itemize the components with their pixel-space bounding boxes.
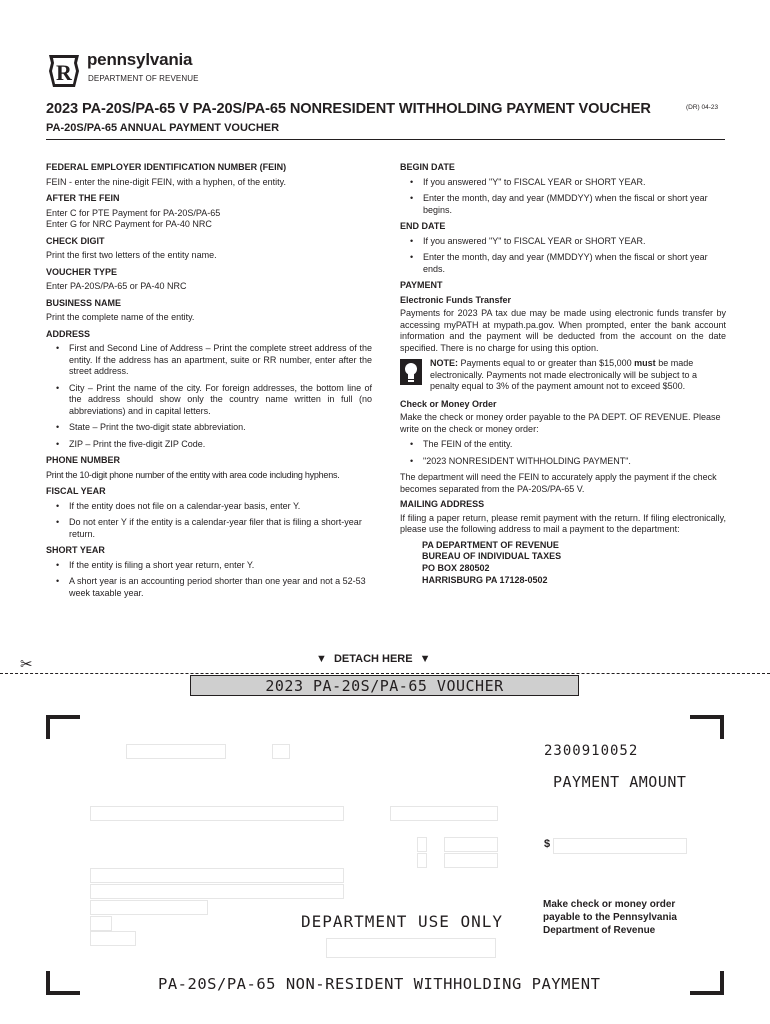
payment-amount-label: PAYMENT AMOUNT <box>553 773 687 791</box>
list-item: • "2023 NONRESIDENT WITHHOLDING PAYMENT". <box>400 456 726 468</box>
phone-text: Print the 10-digit phone number of the entity with area code including hyphens. <box>46 469 340 480</box>
voucher-type-heading: VOUCHER TYPE <box>46 266 118 277</box>
scan-corner-marker <box>46 971 80 995</box>
fein-text: FEIN - enter the nine-digit FEIN, with a hyphen, of the entity. <box>46 176 286 187</box>
dollar-sign: $ <box>544 838 551 850</box>
list-item: • City – Print the name of the city. For foreign addresses, the bottom line of the address should show only the country name written in full (no abbreviations) and in capital letters. <box>46 383 372 418</box>
scan-line-number: 2300910052 <box>544 743 639 759</box>
check-payable-note: Make check or money order payable to the Pennsylvania Department of Revenue <box>543 899 677 936</box>
department-use-field <box>326 938 496 958</box>
voucher-banner-text: 2023 PA-20S/PA-65 VOUCHER <box>265 677 504 695</box>
electronic-payment-note <box>400 358 726 393</box>
instructions-right-column <box>400 162 726 587</box>
down-arrow-icon: ▼ <box>316 653 327 665</box>
address-line: BUREAU OF INDIVIDUAL TAXES <box>422 551 562 562</box>
business-name-heading: BUSINESS NAME <box>46 297 122 308</box>
check-digit-heading: CHECK DIGIT <box>46 235 105 246</box>
check-money-order-text: Make the check or money order payable to the PA DEPT. OF REVENUE. Please write on the check or money order: <box>400 412 721 434</box>
address-line: PA DEPARTMENT OF REVENUE <box>422 539 559 550</box>
detach-here-label <box>316 653 431 665</box>
begin-date-bullet-list <box>400 177 726 217</box>
city-field[interactable] <box>90 900 208 915</box>
scan-corner-marker <box>690 971 724 995</box>
instructions-left-column <box>46 162 372 604</box>
note-text-a: Payments equal to or greater than $15,000 <box>460 358 632 368</box>
form-title: 2023 PA-20S/PA-65 V PA-20S/PA-65 NONRESIDENT WITHHOLDING PAYMENT VOUCHER <box>46 101 651 117</box>
scan-corner-marker <box>690 715 724 739</box>
address-line: HARRISBURG PA 17128-0502 <box>422 574 548 585</box>
fein-separation-note: The department will need the FEIN to accurately apply the payment if the check becomes separated from the PA-20S/PA-65 V. <box>400 472 717 494</box>
after-fein-line-1: Enter C for PTE Payment for PA-20S/PA-65 <box>46 207 221 218</box>
cut-line <box>0 673 770 674</box>
begin-date-field[interactable] <box>444 837 498 852</box>
note-text-b: be made electronically. Payments not made electronically will be subject to a penalty equal to 3% of the payment amount not to exceed $500. <box>430 358 697 391</box>
pa-revenue-logo <box>46 49 236 89</box>
begin-date-heading: BEGIN DATE <box>400 162 455 172</box>
list-item: • The FEIN of the entity. <box>400 439 726 451</box>
list-item: • If you answered "Y" to FISCAL YEAR or SHORT YEAR. <box>400 236 726 248</box>
phone-heading: PHONE NUMBER <box>46 455 121 465</box>
end-date-field[interactable] <box>444 853 498 868</box>
logo-department: DEPARTMENT OF REVENUE <box>88 74 199 83</box>
after-fein-line-2: Enter G for NRC Payment for PA-40 NRC <box>46 219 212 229</box>
list-item: • Enter the month, day and year (MMDDYY) when the fiscal or short year ends. <box>400 252 726 275</box>
form-code: (DR) 04-23 <box>686 104 719 111</box>
voucher-type-text: Enter PA-20S/PA-65 or PA-40 NRC <box>46 281 187 291</box>
fiscal-year-bullet-list <box>46 501 372 541</box>
mailing-address-block <box>422 540 726 587</box>
list-item: • Do not enter Y if the entity is a calendar-year filer that is filing a short-year return. <box>46 517 372 540</box>
down-arrow-icon: ▼ <box>419 653 431 665</box>
after-fein-heading: AFTER THE FEIN <box>46 193 120 203</box>
list-item: • First and Second Line of Address – Print the complete street address of the entity. If the address has an apartment, suite or RR number, enter after the street address. <box>46 343 372 378</box>
zip-field[interactable] <box>90 931 136 946</box>
address-heading: ADDRESS <box>46 328 91 339</box>
form-subtitle: PA-20S/PA-65 ANNUAL PAYMENT VOUCHER <box>46 122 280 134</box>
short-year-bullet-list <box>46 560 372 600</box>
business-name-field[interactable] <box>90 806 344 821</box>
voucher-bottom-title: PA-20S/PA-65 NON-RESIDENT WITHHOLDING PAYMENT <box>158 975 601 993</box>
short-year-heading: SHORT YEAR <box>46 545 105 555</box>
check-digit-text: Print the first two letters of the entity name. <box>46 250 217 260</box>
fein-heading: FEDERAL EMPLOYER IDENTIFICATION NUMBER (FEIN) <box>46 162 287 172</box>
short-year-field[interactable] <box>417 853 427 868</box>
department-use-only-label: DEPARTMENT USE ONLY <box>301 912 504 931</box>
logo-name: pennsylvania <box>87 50 193 69</box>
eft-text: Payments for 2023 PA tax due may be made using electronic funds transfer by accessing myPATH at mypath.pa.gov. When prompted, enter the bank account information and the payment will be deducted from the account on the date specified. There is no charge for using this option. <box>400 308 726 353</box>
voucher-banner <box>190 675 579 696</box>
address-line-2-field[interactable] <box>90 884 344 899</box>
lightbulb-icon <box>400 359 422 385</box>
address-bullet-list <box>46 343 372 450</box>
check-digit-field[interactable] <box>272 744 290 759</box>
detach-text: DETACH HERE <box>333 653 413 665</box>
end-date-bullet-list <box>400 236 726 276</box>
fein-field[interactable] <box>126 744 226 759</box>
check-bullet-list <box>400 439 726 467</box>
check-money-order-heading: Check or Money Order <box>400 398 497 409</box>
phone-field[interactable] <box>390 806 498 821</box>
title-divider <box>46 139 725 140</box>
note-must: must <box>634 358 656 368</box>
business-name-text: Print the complete name of the entity. <box>46 312 195 322</box>
keystone-logo-icon <box>46 49 82 89</box>
note-label: NOTE: <box>430 358 458 368</box>
logo-mark-letter: R <box>56 60 72 85</box>
state-field[interactable] <box>90 916 112 931</box>
fiscal-year-heading: FISCAL YEAR <box>46 486 106 496</box>
list-item: • If the entity does not file on a calendar-year basis, enter Y. <box>46 501 372 513</box>
list-item: • A short year is an accounting period shorter than one year and not a 52-53 week taxable year. <box>46 576 372 599</box>
payment-heading: PAYMENT <box>400 280 443 290</box>
scissors-icon: ✂ <box>20 656 33 673</box>
scan-corner-marker <box>46 715 80 739</box>
end-date-heading: END DATE <box>400 221 446 231</box>
mailing-address-text: If filing a paper return, please remit payment with the return. If filing electronically, please use the following address to mail a payment to the department: <box>400 512 726 534</box>
payment-amount-field[interactable] <box>553 838 687 854</box>
eft-heading: Electronic Funds Transfer <box>400 294 512 305</box>
fiscal-year-field[interactable] <box>417 837 427 852</box>
list-item: • If you answered "Y" to FISCAL YEAR or SHORT YEAR. <box>400 177 726 189</box>
list-item: • ZIP – Print the five-digit ZIP Code. <box>46 439 372 451</box>
list-item: • Enter the month, day and year (MMDDYY) when the fiscal or short year begins. <box>400 193 726 216</box>
address-line-1-field[interactable] <box>90 868 344 883</box>
list-item: • State – Print the two-digit state abbreviation. <box>46 422 372 434</box>
mailing-address-heading: MAILING ADDRESS <box>400 499 485 509</box>
list-item: • If the entity is filing a short year return, enter Y. <box>46 560 372 572</box>
address-line: PO BOX 280502 <box>422 563 490 574</box>
